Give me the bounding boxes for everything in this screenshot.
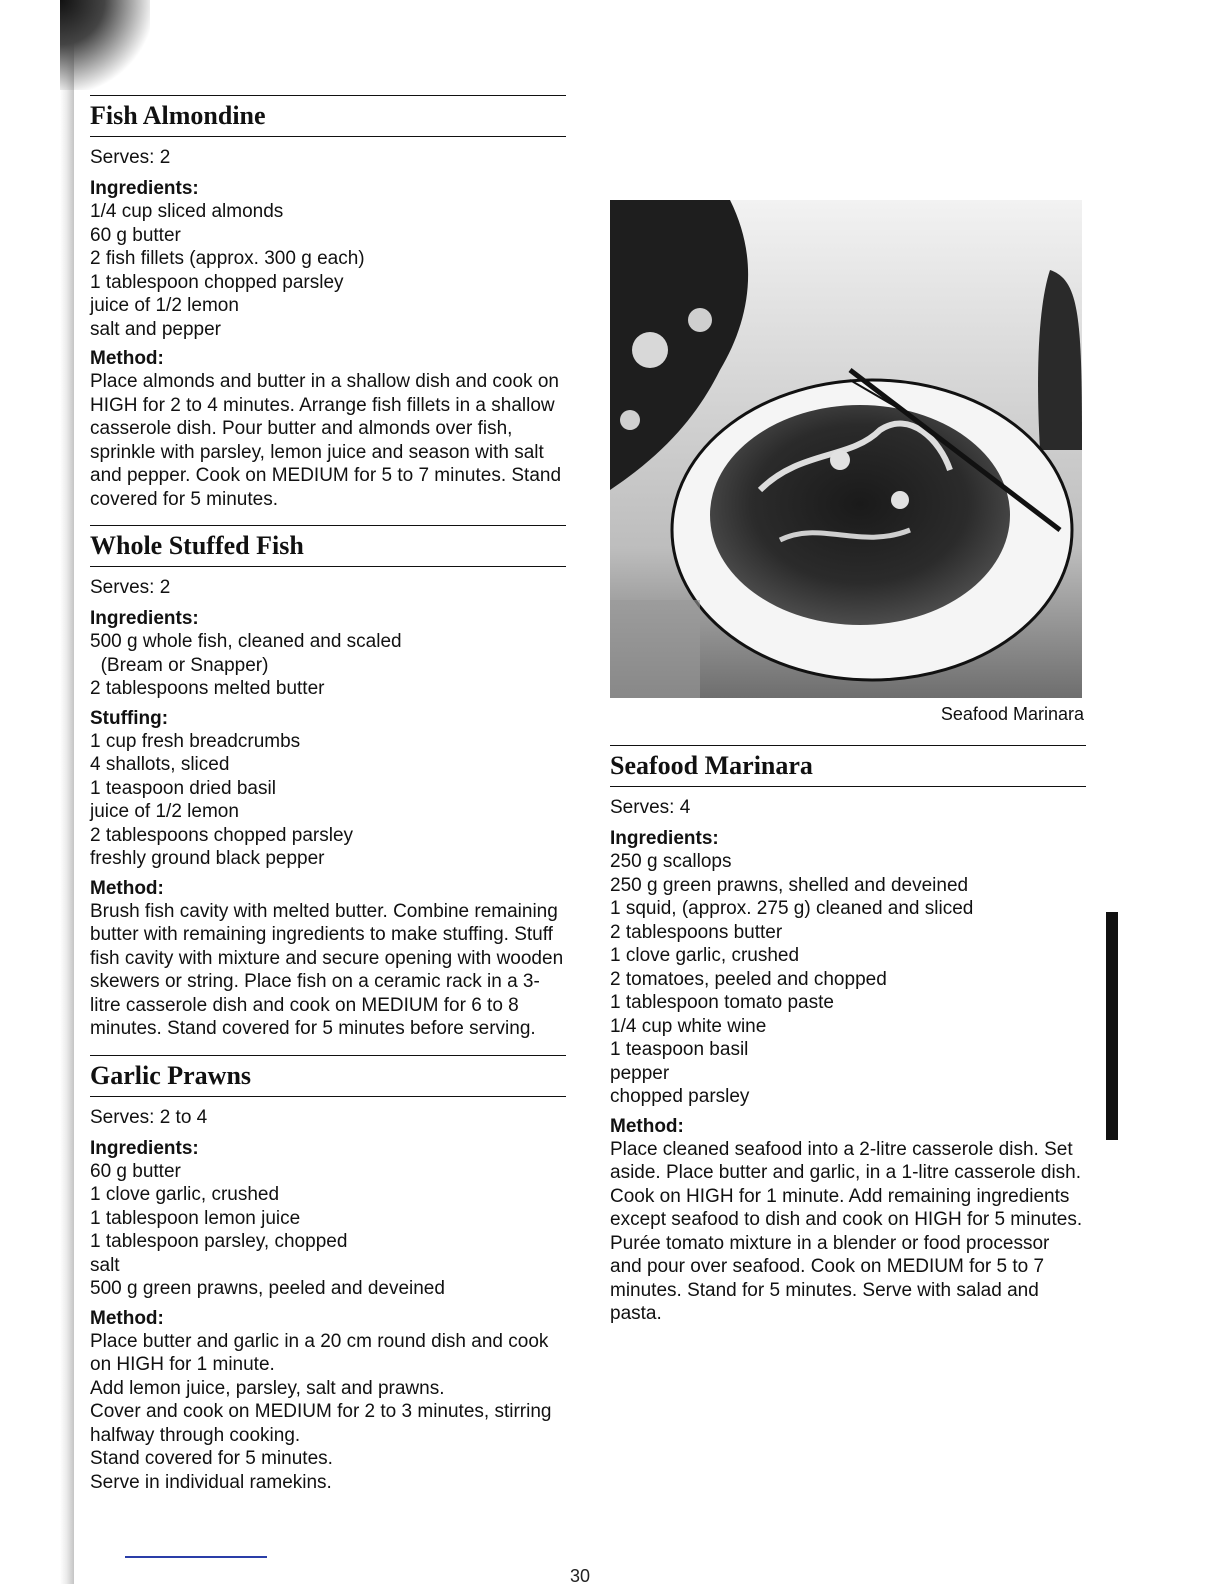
salad-slice <box>632 332 668 368</box>
ingredient-item: 60 g butter <box>90 224 181 246</box>
ingredient-item: 250 g green prawns, shelled and deveined <box>610 874 969 896</box>
title-rule-bottom <box>610 786 1086 787</box>
scan-dark-corner <box>60 0 150 90</box>
page-number: 30 <box>570 1566 591 1586</box>
ingredient-item: 1 clove garlic, crushed <box>610 945 800 966</box>
scallop <box>830 450 850 470</box>
ingredient-item: 1/4 cup white wine <box>610 1015 767 1037</box>
napkin-texture <box>610 600 700 698</box>
scan-shadow-edge <box>60 0 74 1584</box>
recipe-title: Garlic Prawns <box>90 1060 252 1090</box>
ingredients-label: Ingredients: <box>90 1137 199 1159</box>
method-line: Add lemon juice, parsley, salt and prawns. <box>90 1377 445 1399</box>
ingredients-list <box>90 200 566 341</box>
serves-text: Serves: 4 <box>610 797 691 818</box>
serves-text: Serves: 2 <box>90 147 171 168</box>
method-line: Cover and cook on MEDIUM for 2 to 3 minutes, stirring halfway through cooking. <box>90 1401 557 1446</box>
ingredient-item: salt <box>90 1254 120 1276</box>
stuffing-label: Stuffing: <box>90 707 169 729</box>
method-label: Method: <box>610 1115 684 1137</box>
method-label: Method: <box>90 348 164 369</box>
photo-illustration <box>610 200 1082 698</box>
right-column <box>610 745 1086 1340</box>
ingredient-item: 2 fish fillets (approx. 300 g each) <box>90 248 365 269</box>
title-rule-bottom <box>90 1096 566 1097</box>
ingredient-item: 1 tablespoon parsley, chopped <box>90 1231 348 1252</box>
salad-slice <box>620 410 640 430</box>
title-rule-top <box>90 525 566 526</box>
stuffing-item: freshly ground black pepper <box>90 848 325 869</box>
stuffing-item: juice of 1/2 lemon <box>90 801 239 822</box>
ingredient-item: chopped parsley <box>610 1086 750 1107</box>
ingredient-item: (Bream or Snapper) <box>90 654 269 676</box>
seafood-marinara-photo <box>610 200 1082 698</box>
ingredient-item: 250 g scallops <box>610 851 732 872</box>
scallop <box>891 491 909 509</box>
stuffing-item: 1 teaspoon dried basil <box>90 777 276 799</box>
margin-marker-bar <box>1106 912 1118 1140</box>
method-line: Stand covered for 5 minutes. <box>90 1448 333 1469</box>
stuffing-list <box>90 730 566 871</box>
recipe-title: Whole Stuffed Fish <box>90 531 304 560</box>
ingredients-list <box>90 630 566 701</box>
ingredient-item: 1 clove garlic, crushed <box>90 1184 280 1205</box>
stuffing-item: 4 shallots, sliced <box>90 754 230 775</box>
ingredient-item: juice of 1/2 lemon <box>90 295 239 316</box>
serves-text: Serves: 2 <box>90 577 171 598</box>
ingredient-item: 1 tablespoon tomato paste <box>610 992 834 1013</box>
ingredients-label: Ingredients: <box>90 608 199 629</box>
method-line: Place butter and garlic in a 20 cm round dish and cook on HIGH for 1 minute. <box>90 1330 554 1375</box>
title-rule-top <box>90 95 566 96</box>
ingredient-item: 500 g whole fish, cleaned and scaled <box>90 631 402 652</box>
ingredients-list <box>90 1160 566 1301</box>
ingredient-item: 2 tomatoes, peeled and chopped <box>610 968 887 990</box>
ingredient-item: 1 squid, (approx. 275 g) cleaned and sliced <box>610 898 974 919</box>
title-rule-top <box>610 745 1086 746</box>
title-rule-bottom <box>90 566 566 567</box>
ingredient-item: 1 tablespoon lemon juice <box>90 1207 301 1229</box>
ingredient-item: 1 teaspoon basil <box>610 1039 749 1060</box>
photo-caption: Seafood Marinara <box>940 704 1084 724</box>
marinara-pasta <box>710 405 1010 625</box>
title-rule-bottom <box>90 136 566 137</box>
footer-rule <box>125 1556 267 1558</box>
method-label: Method: <box>90 1307 164 1329</box>
method-line: Serve in individual ramekins. <box>90 1471 332 1493</box>
ingredient-item: 2 tablespoons butter <box>610 921 783 943</box>
ingredient-item: 1 tablespoon chopped parsley <box>90 271 344 293</box>
left-column <box>90 95 566 1508</box>
ingredients-list <box>610 850 1086 1109</box>
ingredient-item: 60 g butter <box>90 1160 181 1182</box>
title-rule-top <box>90 1055 566 1056</box>
method-text: Brush fish cavity with melted butter. Combine remaining butter with remaining ingredients to make stuffing. Stuff fish cavity with mixture and secure opening with wooden skewers or string. Place fish on a ceramic rack in a 3-litre casserole dish and cook on MEDIUM for 6 to 8 minutes. Stand covered for 5 minutes before serving. <box>90 900 564 1039</box>
method-label: Method: <box>90 877 164 899</box>
ingredients-label: Ingredients: <box>90 178 199 199</box>
recipe-fish-almondine <box>90 95 566 511</box>
stuffing-item: 1 cup fresh breadcrumbs <box>90 730 301 752</box>
method-text: Place cleaned seafood into a 2-litre casserole dish. Set aside. Place butter and garlic, in a 1-litre casserole dish. Cook on HIGH for 1 minute. Add remaining ingredients except seafood to dish and cook on HIGH for 5 minutes. Purée tomato mixture in a blender or food processor and pour over seafood. Cook on MEDIUM for 5 to 7 minutes. Stand for 5 minutes. Serve with salad and pasta. <box>610 1138 1083 1324</box>
recipe-title: Fish Almondine <box>90 101 266 130</box>
method-lines <box>90 1330 566 1495</box>
ingredient-item: salt and pepper <box>90 318 221 340</box>
method-text: Place almonds and butter in a shallow dish and cook on HIGH for 2 to 4 minutes. Arrange fish fillets in a shallow casserole dish. Pour butter and almonds over fish, sprinkle with parsley, lemon juice and season with salt and pepper. Cook on MEDIUM for 5 to 7 minutes. Stand covered for 5 minutes. <box>90 371 562 510</box>
ingredients-label: Ingredients: <box>610 828 719 849</box>
recipe-whole-stuffed-fish <box>90 525 566 1041</box>
recipe-garlic-prawns <box>90 1055 566 1495</box>
salad-slice <box>688 308 712 332</box>
ingredient-item: 1/4 cup sliced almonds <box>90 201 284 222</box>
ingredient-item: pepper <box>610 1062 670 1084</box>
serves-text: Serves: 2 to 4 <box>90 1106 208 1128</box>
ingredient-item: 500 g green prawns, peeled and deveined <box>90 1278 445 1299</box>
recipe-seafood-marinara <box>610 745 1086 1326</box>
ingredient-item: 2 tablespoons melted butter <box>90 678 325 699</box>
stuffing-item: 2 tablespoons chopped parsley <box>90 824 354 846</box>
recipe-title: Seafood Marinara <box>610 751 813 780</box>
